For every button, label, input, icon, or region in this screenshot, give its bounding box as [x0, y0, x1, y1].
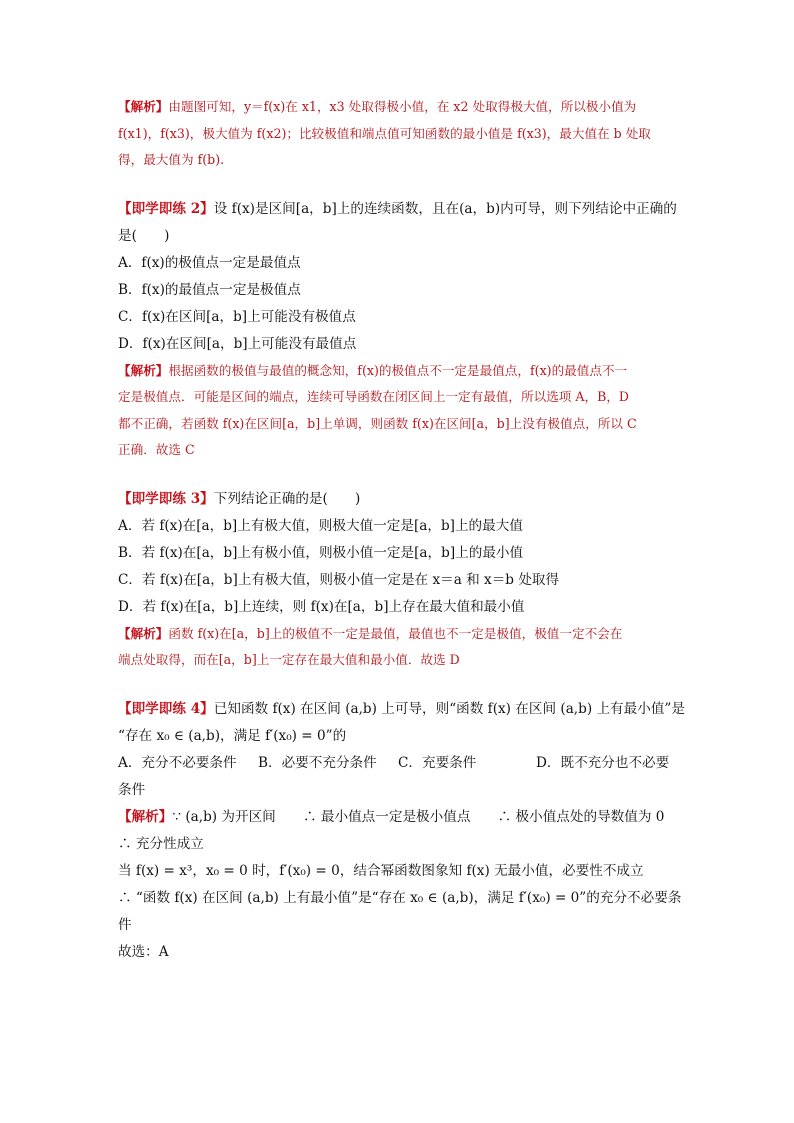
option-c: C．若 f(x)在[a，b]上有极大值，则极小值一定是在 x＝a 和 x＝b 处取得 [118, 571, 560, 588]
analysis-line: 正确．故选 C [118, 442, 195, 457]
option-wrap: 条件 [118, 781, 146, 798]
options-row [118, 750, 683, 777]
document-page [118, 94, 683, 966]
option-d: D．既不充分也不必要 [536, 754, 670, 771]
analysis-line: 端点处取得，而在[a，b]上一定存在最大值和最小值．故选 D [118, 652, 460, 667]
analysis-text: 函数 f(x)在[a，b]上的极值不一定是最值，最值也不一定是极值，极值一定不会在 [168, 625, 623, 641]
analysis-text: 根据函数的极值与最值的概念知，f(x)的极值点不一定是最值点，f(x)的最值点不一 [168, 362, 628, 378]
analysis-text: ∵ (a,b) 为开区间 ∴ 最小值点一定是极小值点 ∴ 极小值点处的导数值为 0 [172, 808, 665, 825]
stem-text: 已知函数 f(x) 在区间 (a,b) 上可导，则“函数 f(x) 在区间 (a,b) 上有最小值”是 [213, 700, 685, 717]
analysis-line [118, 358, 683, 385]
practice-tag: 【即学即练 3】 [118, 490, 214, 507]
practice-tag: 【即学即练 4】 [118, 700, 214, 717]
analysis-line [118, 804, 683, 831]
analysis-text: 由题图可知，y＝f(x)在 x1，x3 处取得极小值，在 x2 处取得极大值，所以极小值为 [168, 99, 637, 114]
practice-tag: 【即学即练 2】 [118, 200, 214, 217]
question-stem [118, 696, 683, 723]
answer-line: 故选：A [118, 943, 169, 960]
analysis-line: 都不正确，若函数 f(x)在区间[a，b]上单调，则函数 f(x)在区间[a，b]上没有极值点，所以 C [118, 415, 637, 431]
question-stem-cont: 是( ) [118, 227, 170, 244]
analysis-line [118, 621, 683, 648]
analysis-line: 当 f(x) = x³，x₀ = 0 时，f′(x₀) = 0，结合幂函数图象知 f(x) 无最小值，必要性不成立 [118, 862, 644, 879]
option-b: B．f(x)的最值点一定是极值点 [118, 281, 301, 298]
option-c: C．f(x)在区间[a，b]上可能没有极值点 [118, 308, 356, 325]
analysis-line: ∴ “函数 f(x) 在区间 (a,b) 上有最小值”是“存在 x₀ ∈ (a,b)，满足 f′(x₀) = 0”的充分不必要条 [118, 889, 682, 906]
option-c: C．充要条件 [398, 754, 477, 771]
analysis-line: f(x1)，f(x3)，极大值为 f(x2)；比较极值和端点值可知函数的最小值是 f(x3)，最大值在 b 处取 [118, 125, 651, 141]
analysis-line: 得，最大值为 f(b). [118, 152, 225, 167]
option-a: A．f(x)的极值点一定是最值点 [118, 254, 301, 271]
analysis-tag: 【解析】 [118, 808, 173, 825]
option-d: D．f(x)在区间[a，b]上可能没有最值点 [118, 335, 357, 352]
analysis-line: ∴ 充分性成立 [118, 835, 204, 852]
analysis-tag: 【解析】 [118, 99, 169, 114]
option-b: B．若 f(x)在[a，b]上有极小值，则极小值一定是[a，b]上的最小值 [118, 544, 524, 561]
question-stem [118, 196, 683, 223]
stem-text: 设 f(x)是区间[a，b]上的连续函数，且在(a，b)内可导，则下列结论中正确的 [213, 200, 677, 217]
analysis-tag: 【解析】 [118, 625, 169, 641]
option-b: B．必要不充分条件 [258, 754, 377, 771]
analysis-line: 件 [118, 916, 132, 933]
question-stem-cont: “存在 x₀ ∈ (a,b)，满足 f′(x₀) = 0”的 [118, 727, 347, 744]
analysis-line: 定是极值点．可能是区间的端点，连续可导函数在闭区间上一定有最值，所以选项 A，B，D [118, 389, 630, 404]
stem-text: 下列结论正确的是( ) [213, 490, 361, 507]
analysis-tag: 【解析】 [118, 362, 169, 378]
question-stem [118, 486, 683, 513]
option-a: A．若 f(x)在[a，b]上有极大值，则极大值一定是[a，b]上的最大值 [118, 517, 523, 534]
analysis-line [118, 94, 683, 121]
option-a: A．充分不必要条件 [118, 754, 237, 771]
option-d: D．若 f(x)在[a，b]上连续，则 f(x)在[a，b]上存在最大值和最小值 [118, 598, 525, 615]
